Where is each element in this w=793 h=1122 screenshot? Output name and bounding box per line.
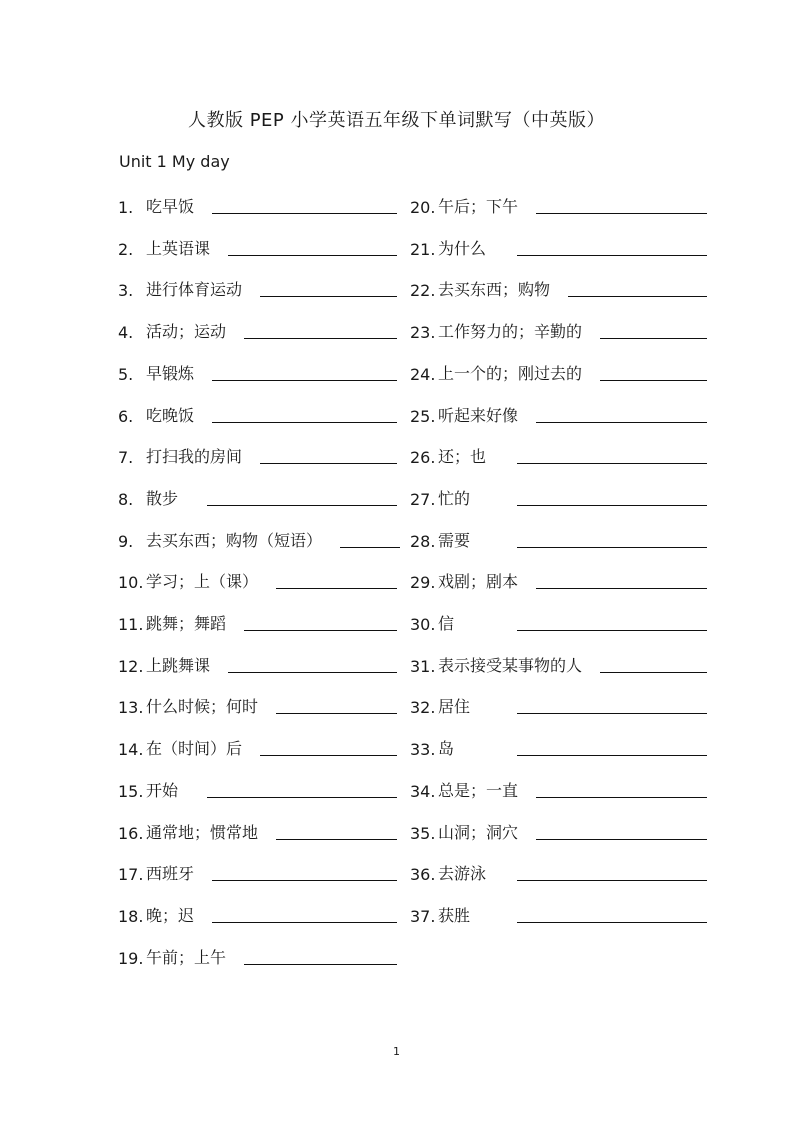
item-number: 23. (410, 323, 436, 343)
answer-blank[interactable] (517, 504, 707, 506)
item-number: 6. (118, 406, 134, 426)
answer-blank[interactable] (212, 379, 397, 381)
word-row (410, 693, 470, 717)
answer-blank[interactable] (260, 295, 397, 297)
item-number: 8. (118, 489, 134, 509)
answer-blank[interactable] (276, 712, 397, 714)
answer-blank[interactable] (517, 879, 707, 881)
chinese-word: 什么时候；何时 (146, 697, 259, 717)
word-row (410, 652, 582, 676)
word-row (118, 527, 322, 551)
word-row (410, 860, 486, 884)
chinese-word: 获胜 (438, 905, 471, 925)
word-row (410, 610, 454, 634)
chinese-word: 上跳舞课 (146, 655, 211, 675)
item-number: 5. (118, 364, 134, 384)
answer-blank[interactable] (207, 504, 397, 506)
word-row (118, 402, 194, 426)
word-row (410, 777, 518, 801)
chinese-word: 工作努力的；辛勤的 (438, 322, 583, 342)
chinese-word: 散步 (146, 488, 179, 508)
chinese-word: 还；也 (438, 447, 487, 467)
answer-blank[interactable] (517, 546, 707, 548)
word-row (118, 443, 242, 467)
answer-blank[interactable] (276, 838, 397, 840)
answer-blank[interactable] (536, 587, 707, 589)
item-number: 15. (118, 781, 144, 801)
answer-blank[interactable] (212, 879, 397, 881)
word-row (410, 360, 582, 384)
item-number: 20. (410, 198, 436, 217)
page-title: 人教版 PEP 小学英语五年级下单词默写（中英版） (187, 110, 606, 131)
answer-blank[interactable] (276, 587, 397, 589)
word-row (410, 568, 518, 592)
word-row (118, 902, 194, 926)
chinese-word: 需要 (438, 530, 471, 550)
answer-blank[interactable] (212, 921, 397, 923)
answer-blank[interactable] (517, 629, 707, 631)
answer-blank[interactable] (260, 754, 397, 756)
chinese-word: 学习；上（课） (146, 572, 259, 592)
answer-blank[interactable] (244, 629, 397, 631)
answer-blank[interactable] (536, 212, 707, 214)
word-row (118, 318, 226, 342)
word-row (410, 485, 470, 509)
answer-blank[interactable] (340, 546, 400, 548)
item-number: 30. (410, 615, 436, 634)
item-number: 36. (410, 865, 436, 885)
word-row (410, 527, 470, 551)
chinese-word: 忙的 (438, 488, 471, 508)
word-row (410, 402, 518, 426)
page-number: 1 (393, 1045, 400, 1058)
chinese-word: 表示接受某事物的人 (438, 655, 583, 675)
word-row (410, 902, 470, 926)
word-row (118, 860, 194, 884)
answer-blank[interactable] (517, 921, 707, 923)
answer-blank[interactable] (517, 712, 707, 714)
answer-blank[interactable] (600, 337, 707, 339)
chinese-word: 活动；运动 (146, 322, 227, 342)
answer-blank[interactable] (260, 462, 397, 464)
item-number: 31. (410, 656, 436, 676)
chinese-word: 午后；下午 (438, 197, 519, 216)
item-number: 27. (410, 489, 436, 509)
chinese-word: 岛 (438, 739, 455, 759)
word-row (118, 360, 194, 384)
chinese-word: 开始 (146, 780, 179, 800)
chinese-word: 为什么 (438, 238, 487, 258)
chinese-word: 打扫我的房间 (146, 447, 243, 467)
item-number: 12. (118, 656, 144, 676)
chinese-word: 进行体育运动 (146, 280, 243, 300)
item-number: 34. (410, 781, 436, 801)
answer-blank[interactable] (600, 379, 707, 381)
chinese-word: 通常地；惯常地 (146, 822, 259, 842)
item-number: 17. (118, 865, 144, 885)
word-row (118, 944, 226, 968)
chinese-word: 在（时间）后 (146, 739, 243, 759)
chinese-word: 吃晚饭 (146, 405, 195, 425)
word-row (118, 485, 178, 509)
chinese-word: 午前；上午 (146, 947, 227, 967)
item-number: 28. (410, 531, 436, 551)
answer-blank[interactable] (212, 212, 397, 214)
chinese-word: 去买东西；购物（短语） (146, 530, 323, 550)
item-number: 25. (410, 406, 436, 426)
chinese-word: 吃早饭 (146, 197, 195, 216)
item-number: 10. (118, 573, 144, 593)
answer-blank[interactable] (517, 462, 707, 464)
answer-blank[interactable] (536, 838, 707, 840)
item-number: 24. (410, 364, 436, 384)
word-row (118, 652, 210, 676)
word-row (410, 276, 550, 300)
item-number: 22. (410, 281, 436, 301)
chinese-word: 山洞；洞穴 (438, 822, 519, 842)
answer-blank[interactable] (517, 754, 707, 756)
chinese-word: 去买东西；购物 (438, 280, 551, 300)
answer-blank[interactable] (517, 254, 707, 256)
answer-blank[interactable] (228, 671, 397, 673)
chinese-word: 上一个的；刚过去的 (438, 363, 583, 383)
chinese-word: 晚；迟 (146, 905, 195, 925)
chinese-word: 信 (438, 614, 455, 633)
chinese-word: 听起来好像 (438, 405, 519, 425)
word-row (410, 443, 486, 467)
answer-blank[interactable] (536, 796, 707, 798)
chinese-word: 戏剧；剧本 (438, 572, 519, 592)
word-row (118, 610, 226, 634)
item-number: 33. (410, 740, 436, 760)
answer-blank[interactable] (568, 295, 707, 297)
word-row (118, 819, 258, 843)
word-row (118, 193, 194, 217)
answer-blank[interactable] (600, 671, 707, 673)
item-number: 11. (118, 615, 144, 634)
item-number: 2. (118, 239, 134, 259)
unit-heading: Unit 1 My day (119, 152, 230, 171)
item-number: 13. (118, 698, 144, 718)
item-number: 37. (410, 906, 436, 926)
word-row (118, 777, 178, 801)
word-row (410, 193, 518, 217)
word-row (118, 568, 258, 592)
item-number: 21. (410, 239, 436, 259)
answer-blank[interactable] (228, 254, 397, 256)
chinese-word: 上英语课 (146, 238, 211, 258)
answer-blank[interactable] (207, 796, 397, 798)
item-number: 26. (410, 448, 436, 468)
item-number: 9. (118, 531, 134, 551)
chinese-word: 跳舞；舞蹈 (146, 614, 227, 633)
item-number: 4. (118, 323, 134, 343)
chinese-word: 居住 (438, 697, 471, 717)
item-number: 7. (118, 448, 134, 468)
word-row (410, 318, 582, 342)
item-number: 32. (410, 698, 436, 718)
item-number: 35. (410, 823, 436, 843)
answer-blank[interactable] (536, 421, 707, 423)
word-row (118, 693, 258, 717)
word-row (118, 735, 242, 759)
item-number: 18. (118, 906, 144, 926)
answer-blank[interactable] (244, 337, 397, 339)
word-row (410, 235, 486, 259)
chinese-word: 总是；一直 (438, 780, 519, 800)
word-row (118, 235, 210, 259)
item-number: 3. (118, 281, 134, 301)
word-row (118, 276, 242, 300)
answer-blank[interactable] (244, 963, 397, 965)
item-number: 29. (410, 573, 436, 593)
word-row (410, 735, 454, 759)
item-number: 1. (118, 198, 134, 217)
chinese-word: 去游泳 (438, 864, 487, 884)
item-number: 14. (118, 740, 144, 760)
item-number: 19. (118, 948, 144, 968)
chinese-word: 西班牙 (146, 864, 195, 884)
item-number: 16. (118, 823, 144, 843)
word-row (410, 819, 518, 843)
chinese-word: 早锻炼 (146, 363, 195, 383)
answer-blank[interactable] (212, 421, 397, 423)
